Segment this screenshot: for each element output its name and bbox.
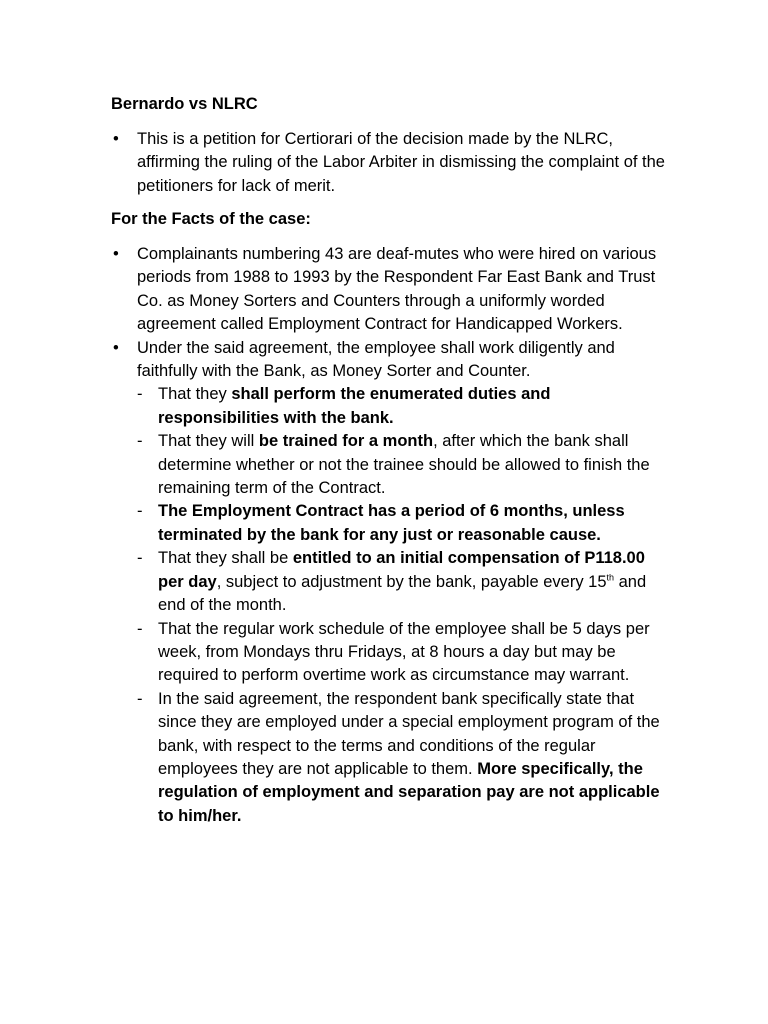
intro-list <box>111 128 671 198</box>
dash-marker: - <box>137 432 143 451</box>
sub-item-text: That the regular work schedule of the employee shall be 5 days per week, from Mondays thru Fridays, at 8 hours a day but may be required to perform overtime work as circumstance may warrant. <box>158 619 650 685</box>
dash-marker: - <box>137 619 143 638</box>
sub-item-text: That they shall be <box>158 549 293 568</box>
sub-item-text-end: and end of the month. <box>158 572 647 615</box>
sub-item-text: In the said agreement, the respondent bank specifically state that since they are employed under a special employment program of the bank, with respect to the terms and conditions of the regular employees they are not applicable to them. <box>158 689 660 778</box>
intro-bullet <box>111 128 671 198</box>
sub-item-compensation <box>137 547 671 617</box>
facts-bullet <box>111 243 671 337</box>
dash-marker: - <box>137 385 143 404</box>
facts-heading: For the Facts of the case: <box>111 210 311 228</box>
sub-item-special-program <box>137 688 671 828</box>
sub-item-bold: More specifically, the regulation of employment and separation pay are not applicable to him/her. <box>158 759 660 825</box>
sub-item-period <box>137 500 671 547</box>
sub-item-schedule <box>137 618 671 688</box>
sub-item-bold: shall perform the enumerated duties and responsibilities with the bank. <box>158 385 551 427</box>
dash-marker: - <box>137 689 143 708</box>
sub-item-text: That they will <box>158 432 259 451</box>
dash-marker: - <box>137 549 143 568</box>
sub-item-training <box>137 430 671 500</box>
bullet-marker: • <box>113 130 119 148</box>
dash-marker: - <box>137 502 143 521</box>
ordinal-superscript: th <box>606 572 615 583</box>
facts-list <box>111 243 671 828</box>
intro-bullet-text: This is a petition for Certiorari of the decision made by the NLRC, affirming the ruling of the Labor Arbiter in dismissing the complaint of the petitioners for lack of merit. <box>137 130 665 195</box>
sub-list <box>137 383 671 828</box>
bullet-marker: • <box>113 338 119 357</box>
document-title: Bernardo vs NLRC <box>111 95 258 113</box>
bullet-marker: • <box>113 245 119 263</box>
sub-item-text-rest: , after which the bank shall determine whether or not the trainee should be allowed to finish the remaining term of the Contract. <box>158 432 650 498</box>
facts-bullet-text: Under the said agreement, the employee shall work diligently and faithfully with the Bank, as Money Sorter and Counter. <box>137 338 615 381</box>
facts-bullet <box>111 337 671 829</box>
sub-item-bold: entitled to an initial compensation of P118.00 per day <box>158 549 645 591</box>
sub-item-duties <box>137 383 671 430</box>
sub-item-text: That they <box>158 385 232 404</box>
sub-item-text-rest: , subject to adjustment by the bank, payable every 15 <box>216 572 607 591</box>
sub-item-bold: be trained for a month <box>258 432 434 451</box>
facts-bullet-text: Complainants numbering 43 are deaf-mutes who were hired on various periods from 1988 to 1993 by the Respondent Far East Bank and Trust Co. as Money Sorters and Counters through a uniformly worded agreement called Employment Contract for Handicapped Workers. <box>137 245 657 334</box>
sub-item-bold: The Employment Contract has a period of 6 months, unless terminated by the bank for any just or reasonable cause. <box>158 502 625 544</box>
